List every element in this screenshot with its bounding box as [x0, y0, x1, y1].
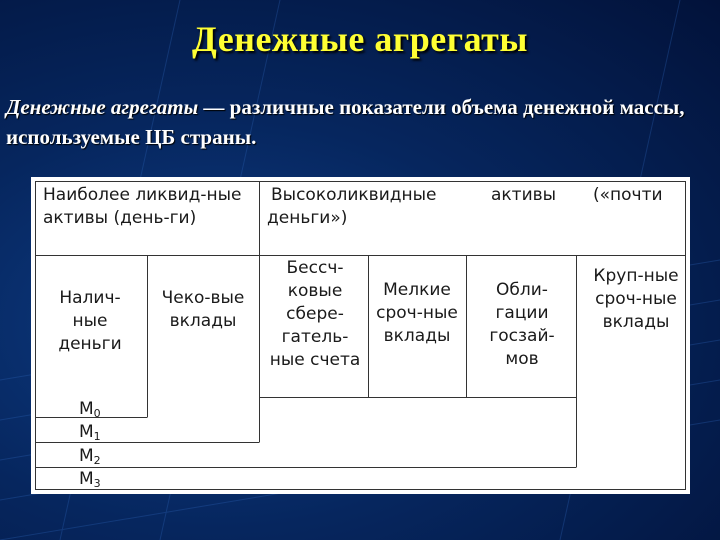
- header-highly-liquid-assets: Высоколиквидные: [271, 185, 437, 205]
- government-bonds-cell: Обли-гации госзай-мов: [489, 280, 555, 369]
- large-time-deposits-cell: Круп-ные сроч-ные вклады: [593, 266, 679, 332]
- small-time-deposits-cell: Мелкие сроч-ные вклады: [376, 280, 458, 346]
- aggregate-m2-base: М: [79, 446, 94, 466]
- aggregate-m0-base: М: [79, 399, 94, 419]
- slide-title: Денежные агрегаты: [192, 19, 528, 59]
- money-aggregates-table: [31, 177, 690, 494]
- header-highly-liquid-assets-2: активы: [491, 185, 557, 205]
- checkable-deposits-cell: Чеко-вые вклады: [161, 288, 245, 331]
- aggregate-m3: [79, 469, 101, 494]
- header-near-money: («почти: [593, 185, 663, 205]
- definition-text: [6, 92, 714, 152]
- savings-accounts-cell: Бессч-ковые сбере-гатель-ные счета: [269, 258, 361, 370]
- aggregate-m1-index: 1: [93, 430, 101, 443]
- aggregate-m2: [79, 446, 101, 471]
- aggregate-m2-index: 2: [93, 454, 101, 467]
- aggregate-m0: [79, 399, 101, 424]
- aggregate-m3-index: 3: [93, 477, 101, 490]
- header-near-money-2: деньги»): [267, 208, 348, 228]
- aggregate-m0-index: 0: [93, 407, 101, 420]
- aggregate-m1: [79, 422, 101, 447]
- cash-cell: Налич-ные деньги: [58, 288, 122, 354]
- aggregate-m1-base: М: [79, 422, 94, 442]
- aggregate-m3-base: М: [79, 469, 94, 489]
- header-most-liquid-assets: Наиболее ликвид-ные активы (день-ги): [43, 185, 242, 228]
- definition-term: Денежные агрегаты: [6, 95, 199, 119]
- definition-body: — различные показатели объема денежной массы, используемые ЦБ страны.: [6, 95, 685, 149]
